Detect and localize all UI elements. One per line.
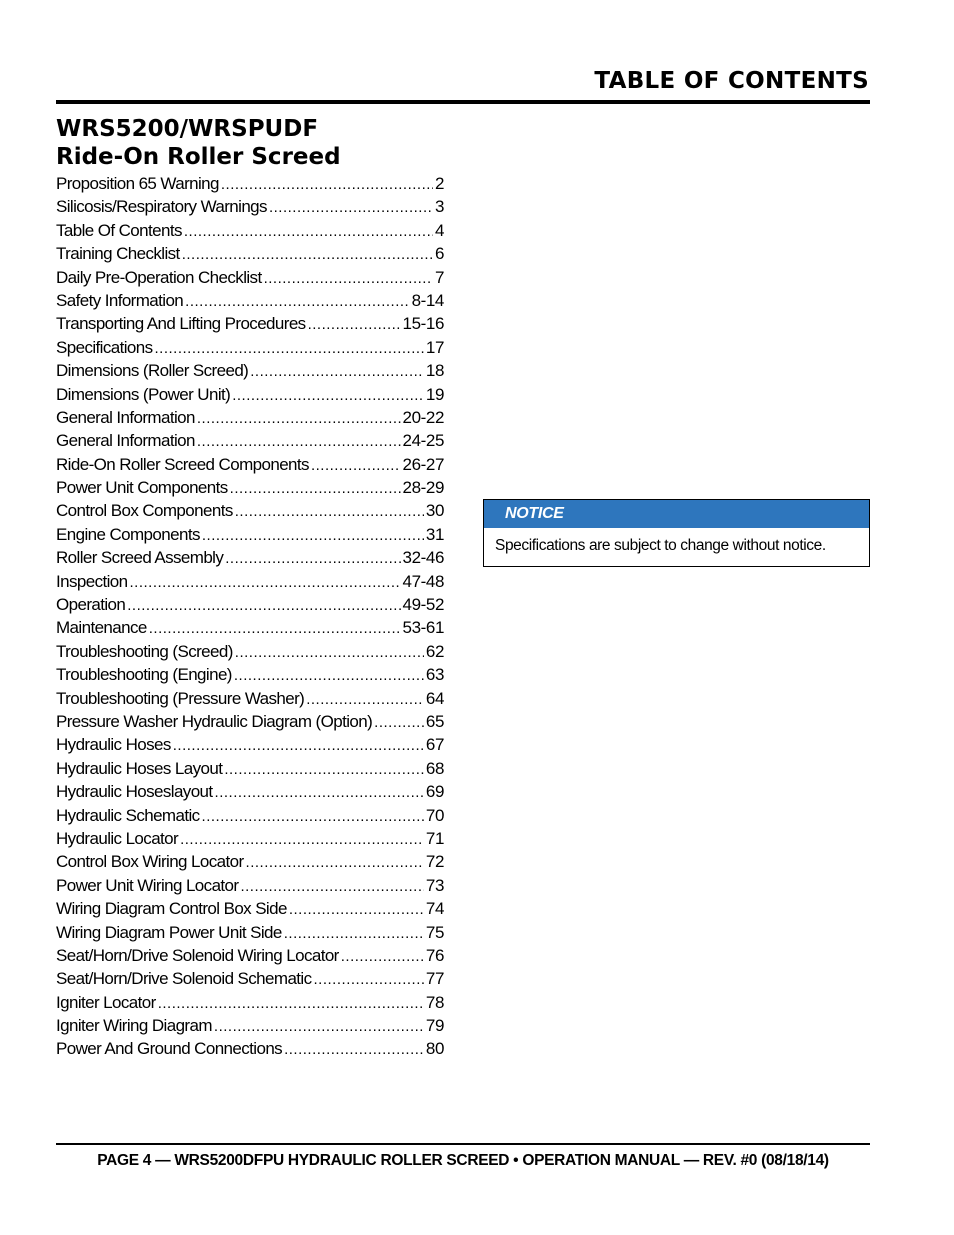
- toc-dot-leader: [215, 781, 424, 803]
- toc-entry-label: General Information: [56, 407, 195, 427]
- toc-entry-label: Control Box Components: [56, 501, 233, 521]
- toc-entry-label: Seat/Horn/Drive Solenoid Schematic: [56, 969, 312, 989]
- toc-entry-label: Maintenance: [56, 618, 147, 638]
- product-title-model: WRS5200/WRSPUDF: [56, 116, 319, 142]
- toc-dot-leader: [246, 851, 424, 873]
- toc-entry-label: Safety Information: [56, 290, 184, 310]
- toc-entry-label: Engine Components: [56, 524, 200, 544]
- toc-entry-label: Training Checklist: [56, 244, 180, 264]
- table-of-contents-list: [56, 172, 444, 1061]
- toc-entry[interactable]: [56, 546, 444, 569]
- toc-entry-page: 68: [425, 758, 444, 778]
- page-footer: PAGE 4 — WRS5200DFPU HYDRAULIC ROLLER SCREED • OPERATION MANUAL — REV. #0 (08/18/14): [97, 1152, 829, 1169]
- toc-dot-leader: [240, 875, 423, 897]
- toc-entry-page: 4: [434, 220, 444, 240]
- toc-dot-leader: [306, 688, 424, 710]
- product-title: [56, 115, 476, 171]
- toc-entry-label: Power And Ground Connections: [56, 1039, 283, 1059]
- toc-entry-label: Troubleshooting (Pressure Washer): [56, 688, 305, 708]
- toc-entry-label: Power Unit Wiring Locator: [56, 875, 239, 895]
- toc-entry-page: 49-52: [402, 595, 444, 615]
- toc-entry[interactable]: [56, 499, 444, 522]
- toc-dot-leader: [130, 571, 401, 593]
- toc-entry-page: 80: [425, 1039, 444, 1059]
- toc-entry-label: Specifications: [56, 337, 153, 357]
- toc-dot-leader: [184, 220, 433, 242]
- toc-dot-leader: [284, 1038, 424, 1060]
- toc-dot-leader: [235, 641, 424, 663]
- header-rule: [56, 100, 870, 104]
- toc-dot-leader: [185, 290, 409, 312]
- toc-entry-page: 20-22: [402, 407, 444, 427]
- toc-entry[interactable]: [56, 453, 444, 476]
- toc-entry-page: 2: [434, 174, 444, 193]
- toc-entry-page: 73: [425, 875, 444, 895]
- toc-entry[interactable]: [56, 687, 444, 710]
- toc-entry[interactable]: [56, 757, 444, 780]
- toc-entry-page: 77: [425, 969, 444, 989]
- notice-heading: NOTICE: [484, 500, 869, 528]
- toc-entry[interactable]: [56, 242, 444, 265]
- toc-entry-label: Hydraulic Hoses Layout: [56, 758, 223, 778]
- toc-entry-label: Troubleshooting (Screed): [56, 641, 233, 661]
- toc-entry[interactable]: [56, 827, 444, 850]
- toc-entry[interactable]: [56, 663, 444, 686]
- toc-entry[interactable]: [56, 780, 444, 803]
- toc-entry-label: Table Of Contents: [56, 220, 182, 240]
- toc-entry-page: 28-29: [402, 478, 444, 498]
- toc-entry[interactable]: [56, 921, 444, 944]
- toc-entry-page: 70: [425, 805, 444, 825]
- toc-entry[interactable]: [56, 289, 444, 312]
- toc-entry-page: 32-46: [402, 548, 444, 568]
- toc-dot-leader: [149, 617, 401, 639]
- toc-dot-leader: [225, 547, 400, 569]
- toc-dot-leader: [235, 500, 424, 522]
- toc-entry[interactable]: [56, 710, 444, 733]
- toc-entry-page: 64: [425, 688, 444, 708]
- toc-entry-page: 75: [425, 922, 444, 942]
- toc-entry[interactable]: [56, 266, 444, 289]
- toc-entry-label: Hydraulic Locator: [56, 828, 179, 848]
- toc-entry-page: 30: [425, 501, 444, 521]
- footer-rule: [56, 1143, 870, 1145]
- toc-entry[interactable]: [56, 1037, 444, 1060]
- toc-entry-page: 17: [425, 337, 444, 357]
- toc-entry-label: Proposition 65 Warning: [56, 174, 219, 193]
- toc-entry-page: 62: [425, 641, 444, 661]
- toc-dot-leader: [221, 173, 433, 195]
- toc-entry-label: Igniter Locator: [56, 992, 156, 1012]
- toc-entry[interactable]: [56, 850, 444, 873]
- toc-dot-leader: [314, 968, 424, 990]
- toc-entry-label: Hydraulic Hoseslayout: [56, 782, 213, 802]
- toc-entry[interactable]: [56, 967, 444, 990]
- toc-entry[interactable]: [56, 640, 444, 663]
- toc-entry-page: 67: [425, 735, 444, 755]
- toc-dot-leader: [127, 594, 400, 616]
- toc-entry[interactable]: [56, 406, 444, 429]
- toc-dot-leader: [308, 313, 401, 335]
- toc-entry-label: Ride-On Roller Screed Components: [56, 454, 309, 474]
- toc-entry-page: 24-25: [402, 431, 444, 451]
- toc-entry-label: Hydraulic Hoses: [56, 735, 171, 755]
- toc-dot-leader: [173, 734, 424, 756]
- toc-entry[interactable]: [56, 804, 444, 827]
- toc-entry-label: Dimensions (Roller Screed): [56, 361, 249, 381]
- toc-entry-label: Silicosis/Respiratory Warnings: [56, 197, 267, 217]
- toc-entry-label: Wiring Diagram Power Unit Side: [56, 922, 282, 942]
- toc-dot-leader: [202, 805, 424, 827]
- toc-dot-leader: [214, 1015, 424, 1037]
- toc-dot-leader: [234, 664, 424, 686]
- toc-entry[interactable]: [56, 476, 444, 499]
- toc-entry-label: Dimensions (Power Unit): [56, 384, 231, 404]
- toc-entry[interactable]: [56, 593, 444, 616]
- toc-dot-leader: [202, 524, 424, 546]
- page-section-title: TABLE OF CONTENTS: [594, 68, 869, 94]
- toc-entry[interactable]: [56, 570, 444, 593]
- toc-entry[interactable]: [56, 944, 444, 967]
- toc-entry-label: Wiring Diagram Control Box Side: [56, 899, 287, 919]
- toc-entry-label: Transporting And Lifting Procedures: [56, 314, 306, 334]
- toc-entry-page: 6: [434, 244, 444, 264]
- toc-dot-leader: [264, 267, 433, 289]
- toc-entry-page: 47-48: [402, 571, 444, 591]
- toc-dot-leader: [180, 828, 424, 850]
- toc-entry[interactable]: [56, 219, 444, 242]
- toc-dot-leader: [224, 758, 424, 780]
- toc-entry[interactable]: [56, 874, 444, 897]
- toc-entry-page: 79: [425, 1016, 444, 1036]
- toc-entry[interactable]: [56, 359, 444, 382]
- toc-entry-page: 18: [425, 361, 444, 381]
- toc-dot-leader: [269, 196, 433, 218]
- toc-entry[interactable]: [56, 429, 444, 452]
- toc-dot-leader: [230, 477, 401, 499]
- toc-dot-leader: [250, 360, 424, 382]
- toc-entry-page: 53-61: [402, 618, 444, 638]
- toc-dot-leader: [374, 711, 424, 733]
- toc-entry-page: 72: [425, 852, 444, 872]
- toc-entry[interactable]: [56, 733, 444, 756]
- toc-entry[interactable]: [56, 172, 444, 195]
- toc-entry-page: 74: [425, 899, 444, 919]
- toc-entry[interactable]: [56, 523, 444, 546]
- toc-dot-leader: [289, 898, 424, 920]
- toc-dot-leader: [232, 384, 424, 406]
- toc-entry-label: Power Unit Components: [56, 478, 228, 498]
- toc-entry-label: Daily Pre-Operation Checklist: [56, 267, 262, 287]
- toc-entry[interactable]: [56, 383, 444, 406]
- toc-entry[interactable]: [56, 991, 444, 1014]
- toc-entry-page: 26-27: [402, 454, 444, 474]
- toc-entry-label: Roller Screed Assembly: [56, 548, 224, 568]
- toc-entry[interactable]: [56, 336, 444, 359]
- toc-entry-page: 15-16: [402, 314, 444, 334]
- notice-text: Specifications are subject to change without notice.: [495, 537, 826, 554]
- toc-entry-page: 63: [425, 665, 444, 685]
- toc-entry[interactable]: [56, 897, 444, 920]
- toc-entry-page: 65: [425, 711, 444, 731]
- toc-entry-label: Hydraulic Schematic: [56, 805, 200, 825]
- toc-entry[interactable]: [56, 1014, 444, 1037]
- toc-entry-label: Inspection: [56, 571, 128, 591]
- toc-entry-page: 19: [425, 384, 444, 404]
- toc-entry-label: Troubleshooting (Engine): [56, 665, 232, 685]
- toc-entry-label: Operation: [56, 595, 126, 615]
- toc-entry[interactable]: [56, 195, 444, 218]
- toc-entry-label: General Information: [56, 431, 195, 451]
- toc-entry-page: 69: [425, 782, 444, 802]
- toc-entry-page: 3: [434, 197, 444, 217]
- toc-entry-page: 71: [425, 828, 444, 848]
- toc-dot-leader: [341, 945, 424, 967]
- toc-entry-label: Seat/Horn/Drive Solenoid Wiring Locator: [56, 945, 339, 965]
- toc-entry-label: Pressure Washer Hydraulic Diagram (Option): [56, 711, 373, 731]
- toc-dot-leader: [155, 337, 424, 359]
- product-title-name: Ride-On Roller Screed: [56, 144, 341, 170]
- toc-dot-leader: [311, 454, 401, 476]
- toc-entry[interactable]: [56, 312, 444, 335]
- toc-entry-page: 8-14: [411, 290, 444, 310]
- toc-entry-page: 7: [434, 267, 444, 287]
- toc-entry-label: Igniter Wiring Diagram: [56, 1016, 212, 1036]
- toc-entry-label: Control Box Wiring Locator: [56, 852, 244, 872]
- toc-dot-leader: [158, 992, 424, 1014]
- toc-entry[interactable]: [56, 616, 444, 639]
- toc-entry-page: 78: [425, 992, 444, 1012]
- notice-box: [483, 499, 870, 567]
- toc-entry-page: 76: [425, 945, 444, 965]
- toc-dot-leader: [284, 922, 424, 944]
- toc-dot-leader: [197, 430, 401, 452]
- toc-entry-page: 31: [425, 524, 444, 544]
- toc-dot-leader: [197, 407, 401, 429]
- toc-dot-leader: [182, 243, 433, 265]
